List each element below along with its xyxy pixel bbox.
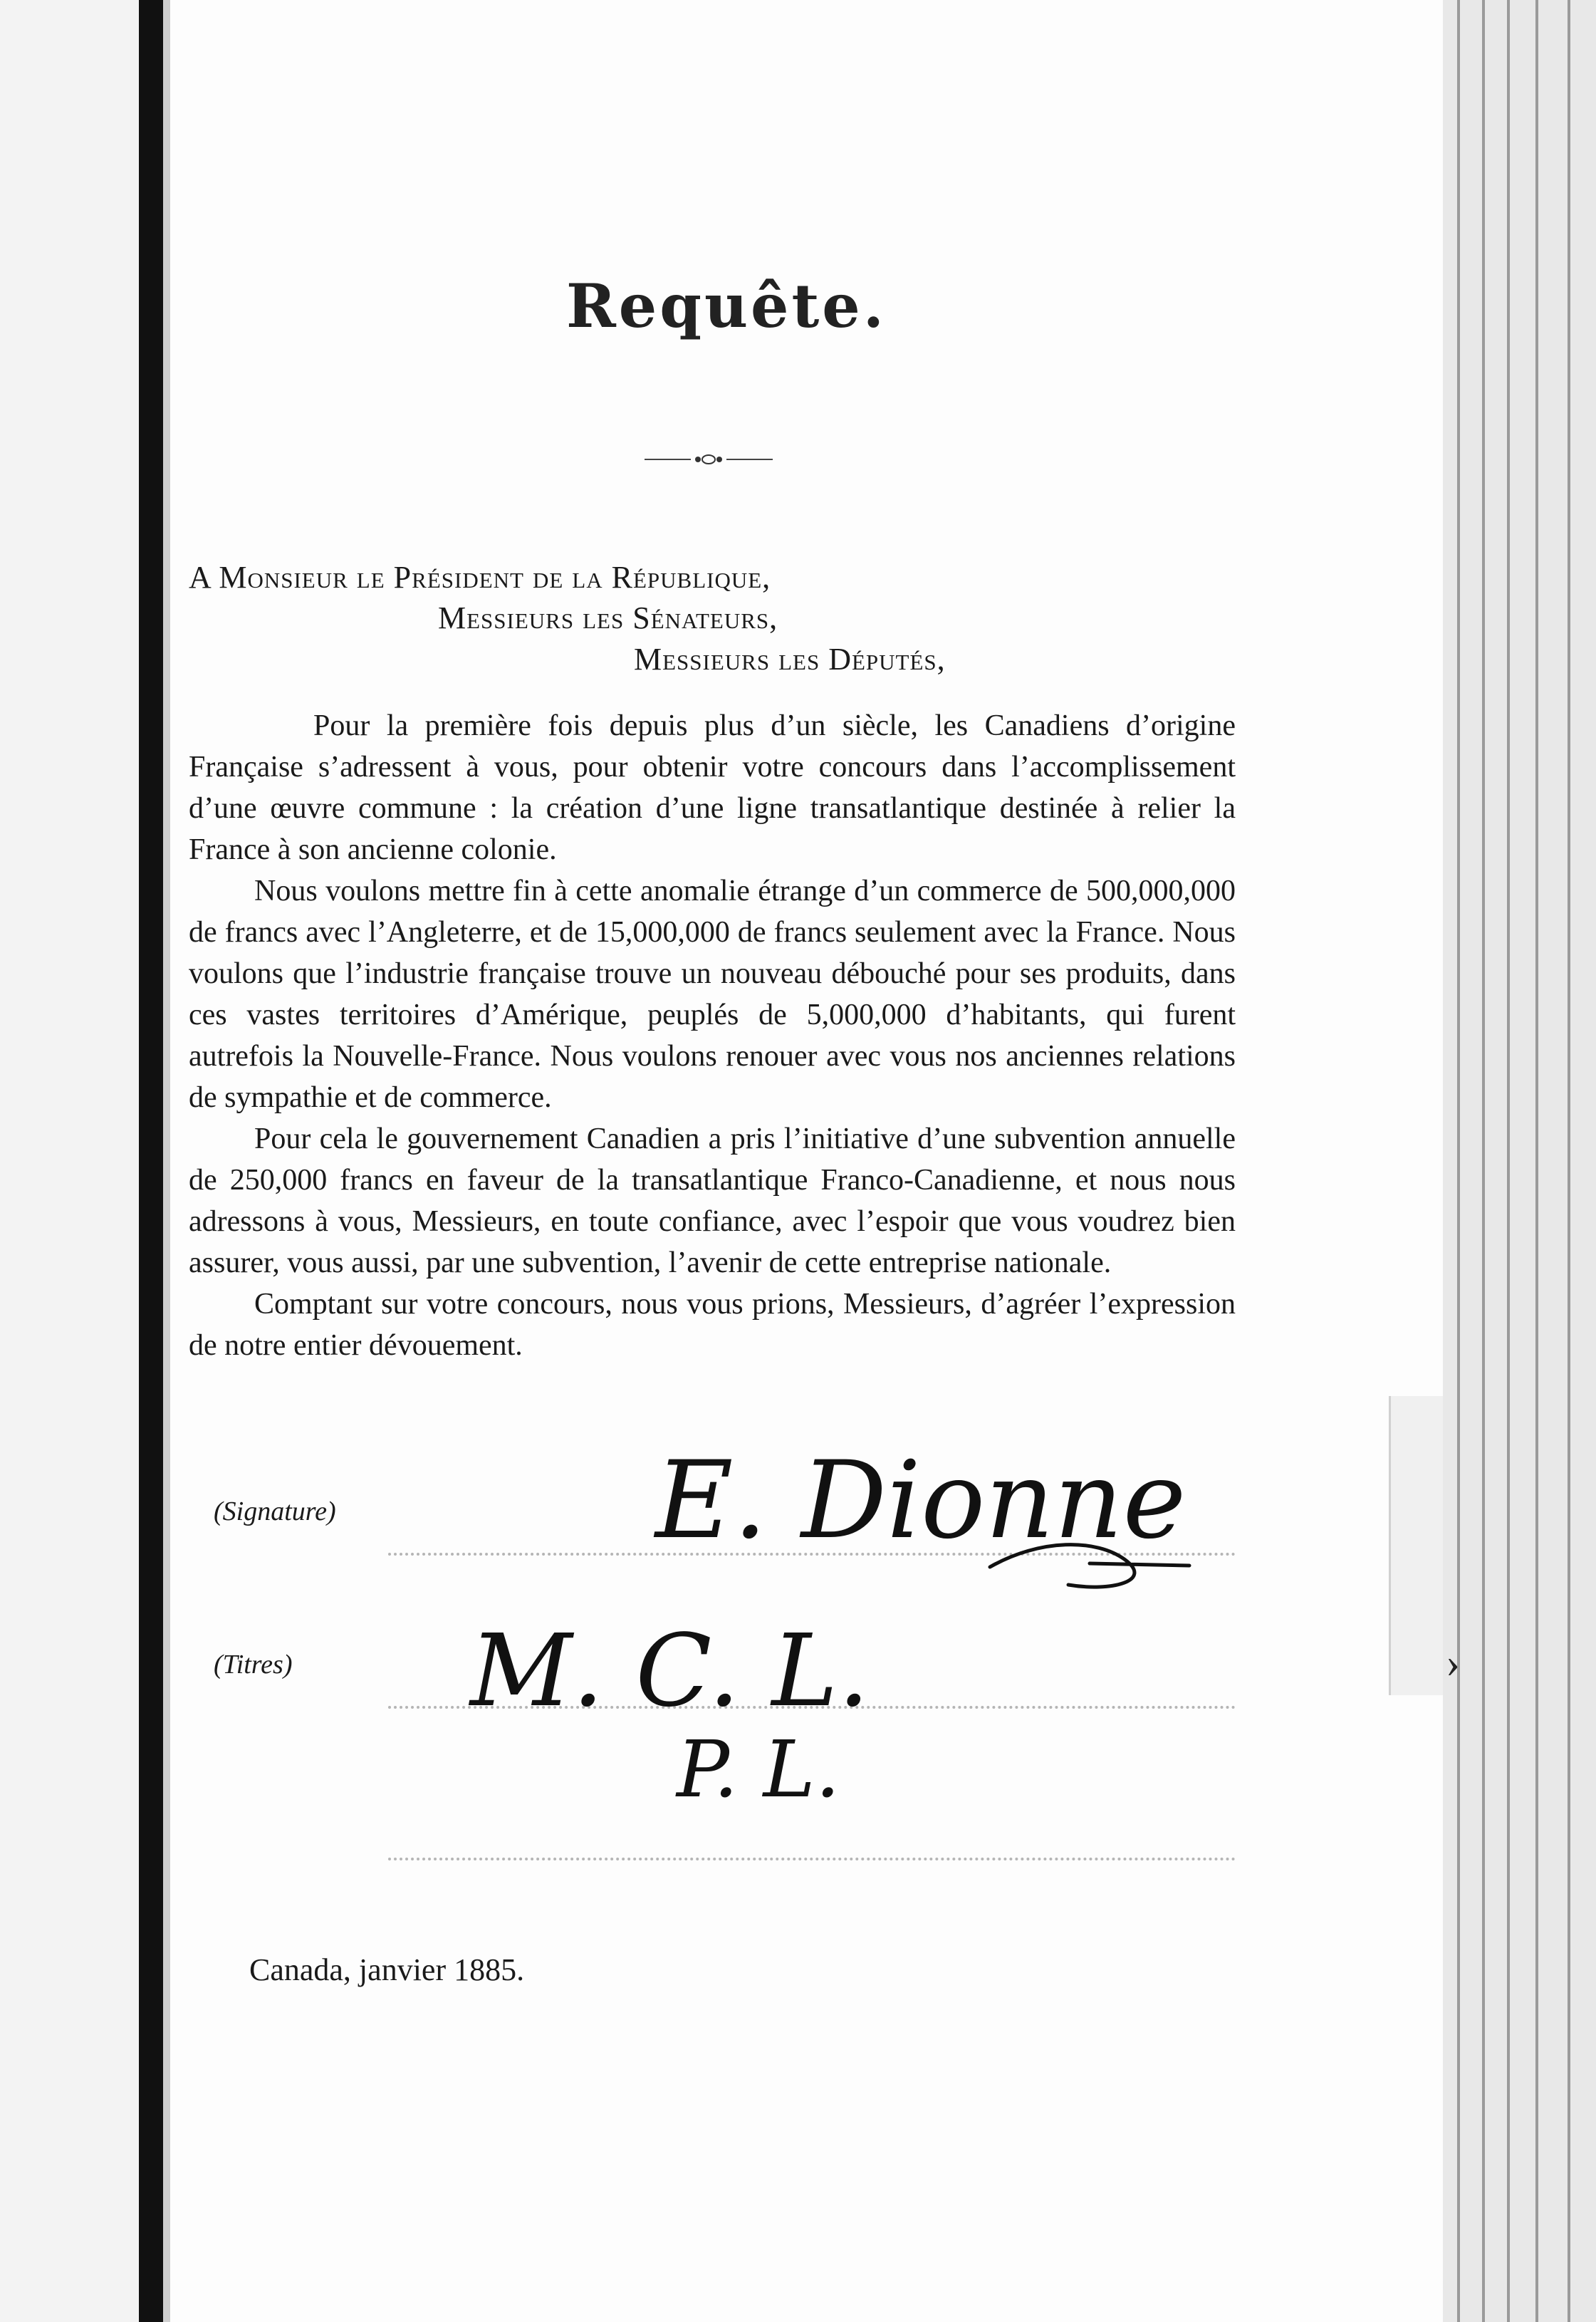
titles-label: (Titres)	[214, 1650, 293, 1680]
title-ornament	[645, 449, 773, 470]
page-edge-line	[1535, 0, 1538, 2322]
address-president: A Monsieur le Président de la République,	[189, 560, 771, 595]
titles-line-extra	[388, 1858, 1236, 1860]
address-senators: Messieurs les Sénateurs,	[438, 600, 778, 635]
paragraph-closing: Comptant sur votre concours, nous vous prions, Messieurs, d’agréer l’expression de notre entier dévouement.	[189, 1288, 1236, 1362]
binding-edge	[163, 0, 170, 2322]
page-edge-line	[1457, 0, 1460, 2322]
paragraph-intro: Pour la première fois depuis plus d’un siècle, les Canadiens d’origine Française s’adressent à vous, pour obtenir votre concours dans l’accomplissement d’une œuvre commune : la création d’une ligne transatlantique destinée à relier la France à son ancienne colonie.	[189, 709, 1236, 866]
page-edge-line	[1568, 0, 1570, 2322]
signature-label: (Signature)	[214, 1496, 336, 1526]
binding-shadow	[139, 0, 163, 2322]
page-edge-line	[1507, 0, 1510, 2322]
left-margin	[0, 0, 139, 2322]
address-deputies: Messieurs les Députés,	[634, 642, 946, 677]
signature-flourish	[983, 1510, 1196, 1595]
handwritten-titles: M. C. L.	[470, 1613, 870, 1729]
petition-body	[189, 705, 1236, 1366]
paragraph-commerce: Nous voulons mettre fin à cette anomalie étrange d’un commerce de 500,000,000 de francs avec l’Angleterre, et de 15,000,000 de francs seulement avec la France. Nous voulons que l’industrie française trouve un nouveau débouché pour ses produits, dans ces vastes territoires d’Amérique, peuplés de 5,000,000 d’habitants, qui furent autrefois la Nouvelle-France. Nous voulons renouer avec vous nos anciennes relations de sympathie et de commerce.	[189, 875, 1236, 1114]
handwritten-titles-second: P. L.	[677, 1724, 840, 1815]
handwritten-signature: E. Dionne	[655, 1439, 1186, 1563]
page-fold	[1389, 1396, 1445, 1695]
place-date: Canada, janvier 1885.	[249, 1952, 525, 1987]
edge-mark: ›	[1446, 1639, 1460, 1686]
stacked-page-edges	[1443, 0, 1596, 2322]
paragraph-subsidy: Pour cela le gouvernement Canadien a pris l’initiative d’une subvention annuelle de 250,000 francs en faveur de la transatlantique Franco-Canadienne, et nous nous adressons à vous, Messieurs, en toute confiance, avec l’espoir que vous voudrez bien assurer, vous aussi, par une subvention, l’avenir de cette entreprise nationale.	[189, 1123, 1236, 1279]
page-edge-line	[1482, 0, 1485, 2322]
document-title: Requête.	[566, 271, 887, 341]
